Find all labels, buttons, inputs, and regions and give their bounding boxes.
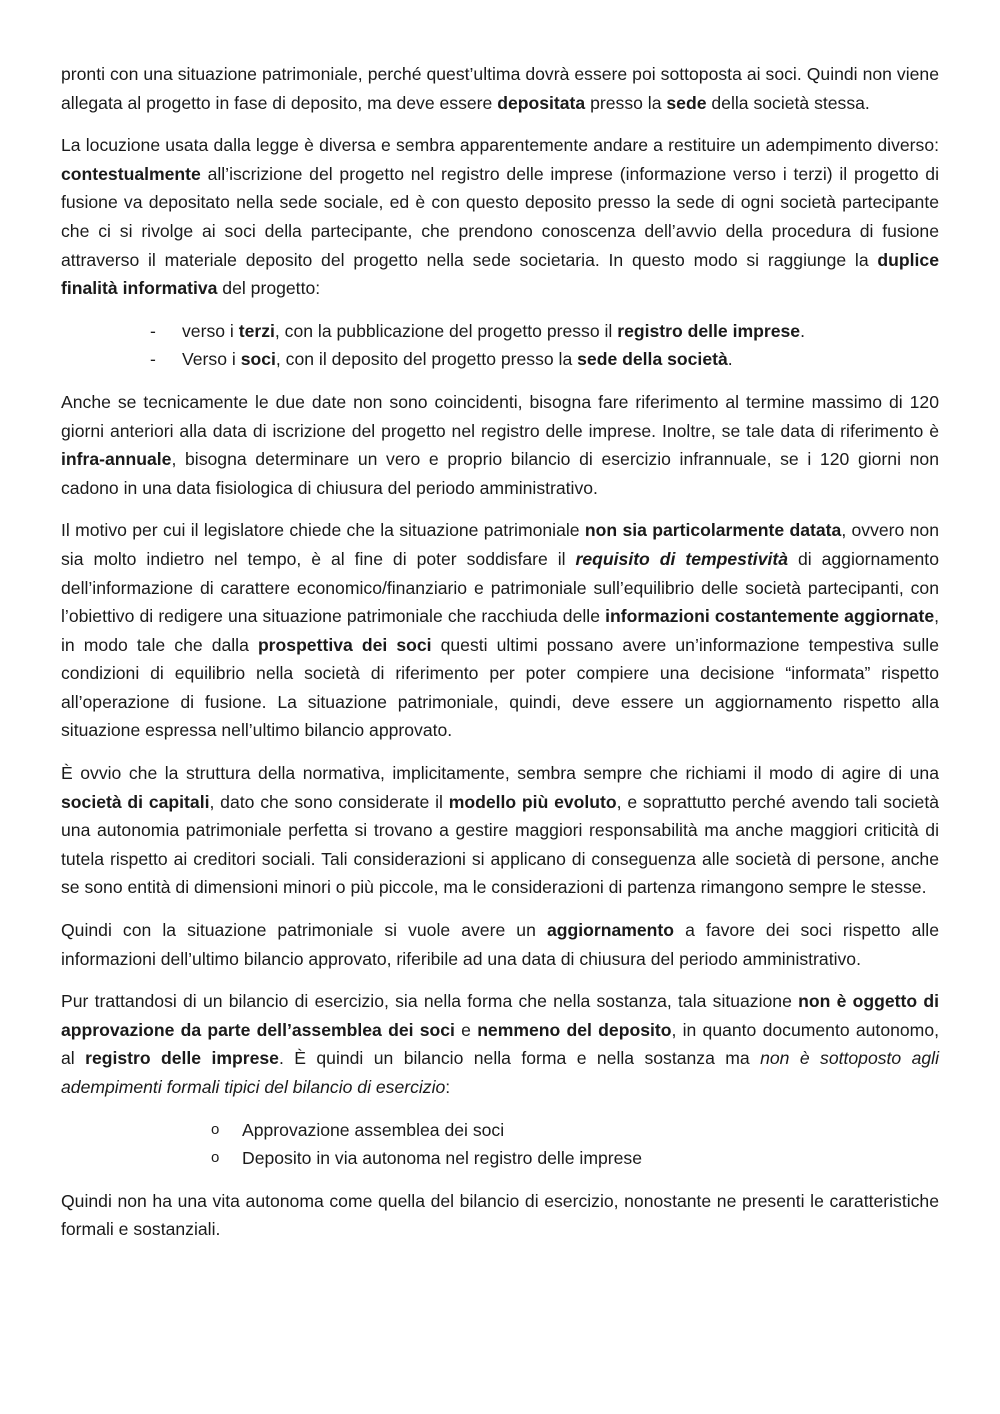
text-run: , e soprattutto perché avendo tali società una autonomia patrimoniale perfetta si trovano a gestire maggiori responsabilità ma anche maggiori criticità di tutela rispetto ai creditori sociali. Tali considerazioni si applicano di conseguenza alle società di persone, anche se sono entità di dimensioni minori o più piccole, ma le considerazioni di partenza rimangono sempre le stesse. [61,791,939,898]
list-item [61,1144,939,1173]
text-run: Verso i [182,349,241,370]
emphasis-text: soci [240,349,276,370]
body-paragraph [61,516,939,745]
text-run: Anche se tecnicamente le due date non sono coincidenti, bisogna fare riferimento al termine massimo di 120 giorni anteriori alla data di iscrizione del progetto nel registro delle imprese. Inoltre, se tale data di riferimento è [61,391,939,441]
text-run: di aggiornamento dell’informazione di carattere economico/finanziario e patrimoniale sull’equilibrio delle società partecipanti, con l’obiettivo di redigere una situazione patrimoniale che racchiuda delle [61,548,939,627]
text-run: della società stessa. [706,92,870,113]
body-paragraph [61,1187,939,1244]
emphasis-text: non sia particolarmente datata [584,520,842,541]
emphasis-text: non è sottoposto agli adempimenti formali tipici del bilancio di esercizio [61,1048,939,1097]
emphasis-text: modello più evoluto [448,791,617,812]
text-run: È ovvio che la struttura della normativa, implicitamente, sembra sempre che richiami il modo di agire di una [61,763,939,784]
list-item [61,317,939,346]
circle-bullet-icon: o [211,1120,220,1138]
text-run: , dato che sono considerate il [209,791,449,812]
text-run: , con la pubblicazione del progetto presso il [274,320,618,341]
text-run: presso la [585,92,667,113]
text-run: Deposito in via autonoma nel registro delle imprese [242,1148,642,1169]
text-run: , bisogna determinare un vero e proprio bilancio di esercizio infrannuale, se i 120 giorni non cadono in una data fisiologica di chiusura del periodo amministrativo. [61,449,939,498]
emphasis-text: informazioni costantemente aggiornate [605,606,935,627]
body-paragraph [61,916,939,973]
emphasis-text: aggiornamento [546,920,675,941]
list-item [61,345,939,374]
emphasis-text: società di capitali [61,791,210,812]
text-run: verso i [182,320,239,341]
emphasis-text: sede della società [577,349,728,370]
text-run: , con il deposito del progetto presso la [275,349,578,370]
text-run: Quindi con la situazione patrimoniale si vuole avere un [61,920,547,941]
text-run: questi ultimi possano avere un’informazione tempestiva sulle condizioni di equilibrio nella società di riferimento per poter compiere una decisione “informata” rispetto all’operazione di fusione. La situazione patrimoniale, quindi, deve essere un aggiornamento rispetto alla situazione espressa nell’ultimo bilancio approvato. [61,634,939,741]
text-run: Approvazione assemblea dei soci [242,1119,505,1140]
circle-bullet-list [61,1116,939,1173]
body-paragraph [61,60,939,117]
emphasis-text: requisito di tempestività [575,548,789,569]
text-run: del progetto: [217,278,321,299]
dash-bullet-list [61,317,939,374]
text-run: all’iscrizione del progetto nel registro delle imprese (informazione verso i terzi) il progetto di fusione va depositato nella sede sociale, ed è con questo deposito presso la sede di ogni società partecipante che ci si rivolge ai soci della partecipante, che prendono conoscenza dell’avvio della procedura di fusione attraverso il materiale deposito del progetto nella sede societaria. In questo modo si raggiunge la [61,163,939,270]
emphasis-text: contestualmente [61,163,201,184]
body-paragraph [61,131,939,303]
text-run: , in quanto documento autonomo, al [61,1019,939,1069]
list-item [61,1116,939,1145]
body-paragraph [61,388,939,502]
circle-bullet-icon: o [211,1149,220,1167]
text-run: . [800,320,805,341]
text-run: a favore dei soci rispetto alle informazioni dell’ultimo bilancio approvato, riferibile ad una data di chiusura del periodo amministrativo. [61,920,939,969]
text-run: e [454,1019,478,1040]
text-run: La locuzione usata dalla legge è diversa e sembra apparentemente andare a restituire un adempimento diverso: [61,135,939,156]
emphasis-text: non è oggetto di approvazione da parte dell’assemblea dei soci [61,991,939,1040]
emphasis-text: nemmeno del deposito [477,1019,672,1040]
text-run: . È quindi un bilancio nella forma e nella sostanza ma [278,1048,761,1069]
body-paragraph [61,759,939,902]
emphasis-text: prospettiva dei soci [257,634,432,655]
text-run: , in modo tale che dalla [61,606,939,655]
text-run: Quindi non ha una vita autonoma come quella del bilancio di esercizio, nonostante ne presenti le caratteristiche formali e sostanziali. [61,1190,939,1240]
text-run: : [445,1077,451,1097]
text-run: pronti con una situazione patrimoniale, perché quest’ultima dovrà essere poi sottoposta ai soci. Quindi non viene allegata al progetto in fase di deposito, ma deve essere [61,64,939,113]
emphasis-text: infra-annuale [61,449,172,470]
emphasis-text: registro delle imprese [617,320,801,341]
dash-bullet-icon: - [150,320,156,341]
text-run: , ovvero non sia molto indietro nel tempo, è al fine di poter soddisfare il [61,520,939,569]
emphasis-text: duplice finalità informativa [61,249,939,299]
body-paragraph [61,987,939,1101]
text-run: Pur trattandosi di un bilancio di esercizio, sia nella forma che nella sostanza, tala situazione [61,991,799,1012]
text-run: Il motivo per cui il legislatore chiede che la situazione patrimoniale [61,520,585,541]
emphasis-text: terzi [238,320,275,341]
text-run: . [727,349,733,370]
emphasis-text: sede [666,92,707,113]
dash-bullet-icon: - [150,349,156,370]
emphasis-text: registro delle imprese [85,1048,279,1069]
emphasis-text: depositata [497,92,586,113]
